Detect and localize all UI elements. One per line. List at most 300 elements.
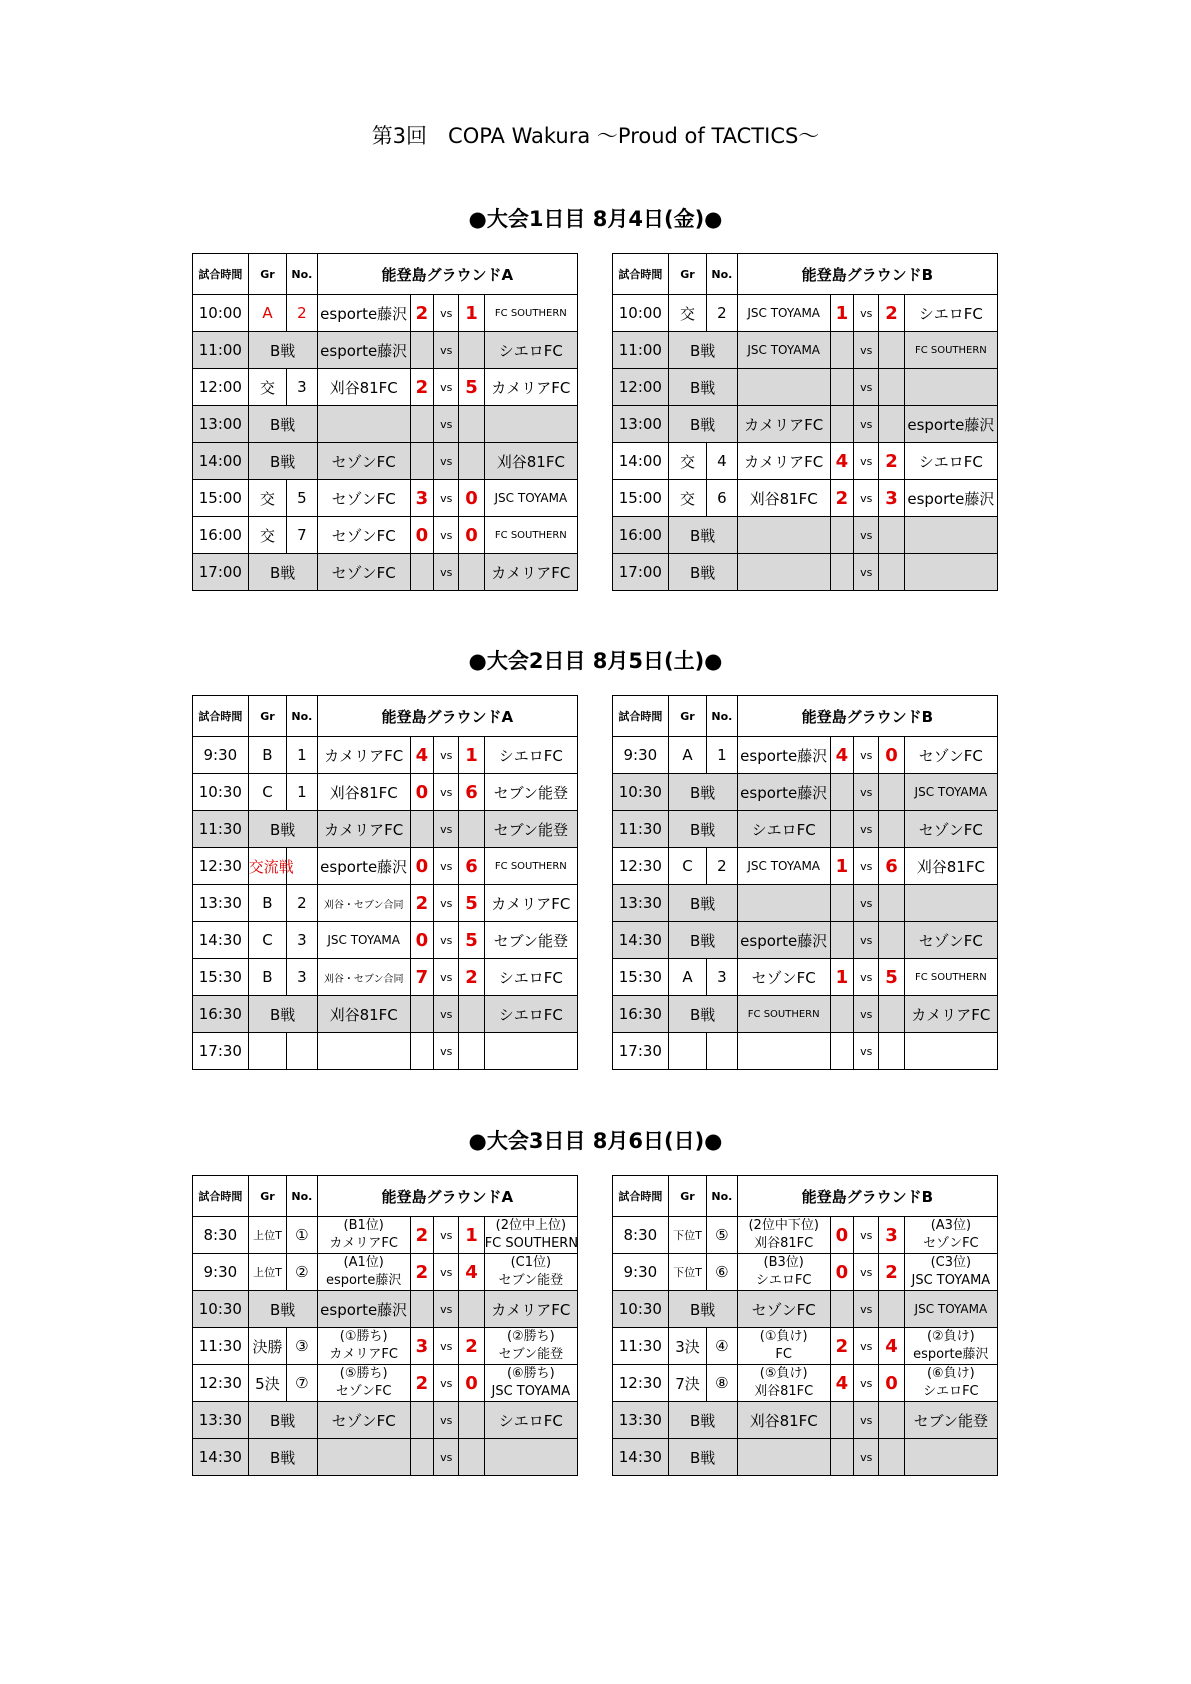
match-row <box>193 480 578 517</box>
vs-label: vs <box>854 1291 879 1328</box>
match-row <box>613 517 998 554</box>
away-score <box>459 1439 484 1476</box>
match-row <box>193 517 578 554</box>
away-team <box>904 1328 997 1365</box>
home-team: セゾンFC <box>317 517 410 554</box>
match-row <box>193 811 578 848</box>
vs-label: vs <box>854 480 879 517</box>
away-team: FC SOUTHERN <box>904 959 997 996</box>
away-team: シエロFC <box>484 996 577 1033</box>
match-group: B <box>248 885 286 922</box>
home-score: 0 <box>410 922 433 959</box>
header-gr: Gr <box>248 1176 286 1217</box>
match-time: 13:30 <box>193 1402 249 1439</box>
match-number: 3 <box>287 959 317 996</box>
schedule-table-day3-ground-a <box>192 1175 578 1476</box>
vs-label: vs <box>434 443 459 480</box>
home-team-condition: (A1位) <box>343 1255 384 1270</box>
away-score <box>459 332 484 369</box>
match-row <box>613 885 998 922</box>
ground-name: 能登島グラウンドB <box>737 696 997 737</box>
home-team: JSC TOYAMA <box>737 295 830 332</box>
home-team <box>737 517 830 554</box>
home-score: 1 <box>830 848 853 885</box>
home-team <box>737 1328 830 1365</box>
away-team: FC SOUTHERN <box>484 295 577 332</box>
home-team: セゾンFC <box>737 959 830 996</box>
away-team: JSC TOYAMA <box>904 774 997 811</box>
away-score: 0 <box>879 737 904 774</box>
home-score: 2 <box>410 885 433 922</box>
match-row <box>613 1439 998 1476</box>
away-score: 6 <box>459 774 484 811</box>
away-team <box>484 406 577 443</box>
home-team: 刈谷81FC <box>317 369 410 406</box>
vs-label: vs <box>854 737 879 774</box>
header-time: 試合時間 <box>613 1176 669 1217</box>
away-score <box>879 885 904 922</box>
match-number: 5 <box>287 480 317 517</box>
match-group: B戦 <box>668 774 737 811</box>
header-gr: Gr <box>248 254 286 295</box>
away-score <box>879 332 904 369</box>
match-group: 上位T <box>248 1217 286 1254</box>
match-group: B戦 <box>668 554 737 591</box>
home-score: 0 <box>410 848 433 885</box>
day-3-title: ●大会3日目 8月6日(日)● <box>468 1129 723 1153</box>
away-team: 刈谷81FC <box>904 848 997 885</box>
match-time: 13:30 <box>613 1402 669 1439</box>
match-number: 3 <box>287 369 317 406</box>
match-time: 9:30 <box>193 737 249 774</box>
match-number: ③ <box>287 1328 317 1365</box>
vs-label: vs <box>854 811 879 848</box>
match-row <box>613 1033 998 1070</box>
match-number: 7 <box>287 517 317 554</box>
vs-label: vs <box>434 1033 459 1070</box>
away-team-condition: (⑥負け) <box>926 1366 975 1381</box>
match-row <box>193 1291 578 1328</box>
home-team-name: セゾンFC <box>335 1384 392 1399</box>
match-group: C <box>668 848 706 885</box>
match-row <box>613 1254 998 1291</box>
away-team <box>904 1439 997 1476</box>
home-team <box>737 1033 830 1070</box>
home-score: 0 <box>830 1254 853 1291</box>
away-team: JSC TOYAMA <box>904 1291 997 1328</box>
away-score <box>879 406 904 443</box>
match-time: 14:30 <box>193 922 249 959</box>
away-team: シエロFC <box>904 295 997 332</box>
away-team: カメリアFC <box>904 996 997 1033</box>
home-team <box>317 1365 410 1402</box>
header-gr: Gr <box>668 696 706 737</box>
away-score <box>879 996 904 1033</box>
match-row <box>193 737 578 774</box>
match-row <box>613 1365 998 1402</box>
away-score: 4 <box>879 1328 904 1365</box>
away-team: シエロFC <box>484 737 577 774</box>
home-team-name: 刈谷81FC <box>754 1236 814 1251</box>
match-time: 9:30 <box>613 1254 669 1291</box>
away-score: 1 <box>459 1217 484 1254</box>
away-team: セブン能登 <box>484 922 577 959</box>
away-score: 3 <box>879 480 904 517</box>
home-score <box>830 811 853 848</box>
away-score: 3 <box>879 1217 904 1254</box>
vs-label: vs <box>434 996 459 1033</box>
home-score <box>410 1033 433 1070</box>
match-group: B戦 <box>248 996 317 1033</box>
match-group: B戦 <box>668 332 737 369</box>
home-score <box>830 1439 853 1476</box>
away-score <box>459 996 484 1033</box>
home-team <box>317 406 410 443</box>
away-team: esporte藤沢 <box>904 480 997 517</box>
vs-label: vs <box>434 1365 459 1402</box>
away-score <box>459 1402 484 1439</box>
home-team: JSC TOYAMA <box>737 332 830 369</box>
header-no: No. <box>707 1176 737 1217</box>
away-team: セブン能登 <box>904 1402 997 1439</box>
away-score <box>459 811 484 848</box>
home-score <box>410 1291 433 1328</box>
home-score: 0 <box>410 774 433 811</box>
match-group: B戦 <box>668 922 737 959</box>
home-score: 2 <box>410 295 433 332</box>
match-time: 9:30 <box>613 737 669 774</box>
away-team-name: esporte藤沢 <box>913 1347 989 1362</box>
vs-label: vs <box>434 737 459 774</box>
vs-label: vs <box>434 1328 459 1365</box>
match-group: C <box>248 774 286 811</box>
vs-label: vs <box>434 517 459 554</box>
away-team: カメリアFC <box>484 554 577 591</box>
match-row <box>613 737 998 774</box>
match-row <box>613 1328 998 1365</box>
vs-label: vs <box>854 1402 879 1439</box>
match-time: 14:30 <box>193 1439 249 1476</box>
home-team: カメリアFC <box>317 737 410 774</box>
away-team: FC SOUTHERN <box>484 848 577 885</box>
home-team-condition: (⑤勝ち) <box>339 1366 388 1381</box>
match-group: B戦 <box>248 443 317 480</box>
away-score: 4 <box>459 1254 484 1291</box>
ground-name: 能登島グラウンドB <box>737 1176 997 1217</box>
home-team <box>737 1439 830 1476</box>
vs-label: vs <box>854 406 879 443</box>
home-team <box>317 1328 410 1365</box>
match-number: 3 <box>707 959 737 996</box>
away-team-condition: (②勝ち) <box>506 1329 555 1344</box>
vs-label: vs <box>854 959 879 996</box>
header-row <box>193 1176 578 1217</box>
match-row <box>193 922 578 959</box>
schedule-table-day1-ground-b <box>612 253 998 591</box>
home-team-name: シエロFC <box>755 1273 812 1288</box>
match-row <box>613 1402 998 1439</box>
vs-label: vs <box>854 1217 879 1254</box>
home-team: 刈谷81FC <box>737 480 830 517</box>
match-time: 12:00 <box>613 369 669 406</box>
match-time: 16:30 <box>193 996 249 1033</box>
match-number: ⑦ <box>287 1365 317 1402</box>
home-team: 刈谷81FC <box>317 996 410 1033</box>
match-group: B戦 <box>668 1439 737 1476</box>
home-team <box>737 1254 830 1291</box>
away-team: FC SOUTHERN <box>904 332 997 369</box>
home-team: esporte藤沢 <box>317 295 410 332</box>
header-no: No. <box>287 1176 317 1217</box>
away-team <box>904 1033 997 1070</box>
match-group: A <box>668 737 706 774</box>
vs-label: vs <box>854 922 879 959</box>
away-score: 1 <box>459 737 484 774</box>
home-team: esporte藤沢 <box>737 737 830 774</box>
away-team <box>484 1328 577 1365</box>
match-group: 交 <box>668 443 706 480</box>
header-gr: Gr <box>668 1176 706 1217</box>
vs-label: vs <box>854 1254 879 1291</box>
match-time: 16:30 <box>613 996 669 1033</box>
match-group <box>248 1033 286 1070</box>
home-score <box>410 996 433 1033</box>
page-title: 第3回 COPA Wakura ～Proud of TACTICS～ <box>371 124 820 148</box>
vs-label: vs <box>854 996 879 1033</box>
match-time: 14:30 <box>613 922 669 959</box>
header-time: 試合時間 <box>193 696 249 737</box>
home-score <box>410 811 433 848</box>
header-row <box>193 254 578 295</box>
vs-label: vs <box>854 848 879 885</box>
away-score <box>879 774 904 811</box>
vs-label: vs <box>434 406 459 443</box>
match-row <box>193 295 578 332</box>
header-time: 試合時間 <box>613 696 669 737</box>
vs-label: vs <box>434 922 459 959</box>
match-time: 11:30 <box>193 1328 249 1365</box>
away-score: 6 <box>879 848 904 885</box>
home-team <box>737 1365 830 1402</box>
home-score <box>830 554 853 591</box>
home-team-name: カメリアFC <box>329 1236 398 1251</box>
home-team: セゾンFC <box>317 554 410 591</box>
match-group: B戦 <box>248 332 317 369</box>
away-score: 5 <box>879 959 904 996</box>
match-time: 12:30 <box>613 848 669 885</box>
match-time: 12:30 <box>613 1365 669 1402</box>
match-row <box>613 959 998 996</box>
match-time: 10:30 <box>193 1291 249 1328</box>
match-group: A <box>248 295 286 332</box>
vs-label: vs <box>854 554 879 591</box>
away-score <box>459 554 484 591</box>
away-team-condition: (②負け) <box>926 1329 975 1344</box>
home-team-name: カメリアFC <box>329 1347 398 1362</box>
away-score: 2 <box>879 443 904 480</box>
home-team: esporte藤沢 <box>737 774 830 811</box>
away-team <box>484 1217 577 1254</box>
match-row <box>193 848 578 885</box>
match-number: 2 <box>287 885 317 922</box>
away-team <box>904 1365 997 1402</box>
match-time: 17:00 <box>193 554 249 591</box>
match-group: B <box>248 737 286 774</box>
match-time: 11:30 <box>613 811 669 848</box>
home-team: カメリアFC <box>737 406 830 443</box>
away-team: JSC TOYAMA <box>484 480 577 517</box>
away-score: 2 <box>459 1328 484 1365</box>
vs-label: vs <box>434 332 459 369</box>
away-score <box>459 1291 484 1328</box>
home-score: 2 <box>410 1365 433 1402</box>
header-time: 試合時間 <box>193 1176 249 1217</box>
home-team-condition: (①勝ち) <box>339 1329 388 1344</box>
home-score: 4 <box>410 737 433 774</box>
match-row <box>193 332 578 369</box>
vs-label: vs <box>854 1328 879 1365</box>
match-group: C <box>248 922 286 959</box>
home-score <box>410 443 433 480</box>
match-group: A <box>668 959 706 996</box>
away-score: 2 <box>879 295 904 332</box>
match-group: 下位T <box>668 1217 706 1254</box>
home-team: JSC TOYAMA <box>737 848 830 885</box>
match-row <box>613 922 998 959</box>
home-team <box>737 554 830 591</box>
away-score <box>879 811 904 848</box>
match-group: B戦 <box>668 406 737 443</box>
home-score <box>830 774 853 811</box>
away-score <box>879 554 904 591</box>
match-number: ⑥ <box>707 1254 737 1291</box>
away-team-condition: (C3位) <box>930 1255 972 1270</box>
home-team <box>317 1254 410 1291</box>
away-score <box>879 1291 904 1328</box>
match-number: 6 <box>707 480 737 517</box>
away-team-name: FC SOUTHERN <box>484 1236 579 1251</box>
home-team-condition: (⑤負け) <box>759 1366 808 1381</box>
header-row <box>613 254 998 295</box>
match-group: B戦 <box>248 1402 317 1439</box>
ground-name: 能登島グラウンドA <box>317 696 577 737</box>
home-score: 3 <box>410 480 433 517</box>
ground-name: 能登島グラウンドA <box>317 1176 577 1217</box>
match-group: B戦 <box>248 406 317 443</box>
match-group: B戦 <box>668 517 737 554</box>
match-time: 11:30 <box>193 811 249 848</box>
away-team-name: セゾンFC <box>923 1236 979 1251</box>
match-row <box>613 406 998 443</box>
home-team: セゾンFC <box>317 480 410 517</box>
home-team-condition: (①負け) <box>759 1329 808 1344</box>
header-row <box>613 696 998 737</box>
home-score: 4 <box>830 1365 853 1402</box>
header-no: No. <box>287 254 317 295</box>
match-group: B戦 <box>668 369 737 406</box>
home-team: 刈谷81FC <box>317 774 410 811</box>
home-team-condition: (2位中下位) <box>748 1218 819 1233</box>
match-group: B戦 <box>668 811 737 848</box>
home-score: 0 <box>830 1217 853 1254</box>
vs-label: vs <box>434 959 459 996</box>
match-row <box>193 1033 578 1070</box>
match-time: 15:30 <box>193 959 249 996</box>
match-group: 5決 <box>248 1365 286 1402</box>
vs-label: vs <box>854 517 879 554</box>
match-time: 8:30 <box>193 1217 249 1254</box>
match-row <box>613 1291 998 1328</box>
match-number: 2 <box>707 848 737 885</box>
match-number: 2 <box>287 295 317 332</box>
away-team: カメリアFC <box>484 1291 577 1328</box>
match-time: 15:30 <box>613 959 669 996</box>
match-row <box>193 554 578 591</box>
match-group: 7決 <box>668 1365 706 1402</box>
home-score: 2 <box>830 1328 853 1365</box>
match-time: 17:30 <box>613 1033 669 1070</box>
away-team-name: JSC TOYAMA <box>911 1273 991 1288</box>
match-number: 3 <box>287 922 317 959</box>
match-row <box>613 443 998 480</box>
away-team: シエロFC <box>904 443 997 480</box>
vs-label: vs <box>434 1402 459 1439</box>
away-team <box>484 1439 577 1476</box>
away-score <box>879 922 904 959</box>
match-row <box>613 996 998 1033</box>
home-team: セゾンFC <box>317 1402 410 1439</box>
home-score: 1 <box>830 295 853 332</box>
match-row <box>613 774 998 811</box>
match-row <box>193 1328 578 1365</box>
match-group <box>668 1033 706 1070</box>
match-number: ⑤ <box>707 1217 737 1254</box>
home-score <box>410 554 433 591</box>
match-group: B戦 <box>248 1439 317 1476</box>
away-team-condition: (C1位) <box>510 1255 552 1270</box>
header-no: No. <box>707 696 737 737</box>
home-score <box>410 332 433 369</box>
away-team-name: セブン能登 <box>498 1347 564 1362</box>
match-time: 13:00 <box>193 406 249 443</box>
match-time: 17:00 <box>613 554 669 591</box>
away-team: シエロFC <box>484 332 577 369</box>
away-team <box>904 369 997 406</box>
home-team <box>317 1439 410 1476</box>
match-row <box>193 1365 578 1402</box>
home-score: 1 <box>830 959 853 996</box>
away-team <box>484 1254 577 1291</box>
vs-label: vs <box>434 480 459 517</box>
home-score: 0 <box>410 517 433 554</box>
vs-label: vs <box>434 1291 459 1328</box>
match-group: B戦 <box>248 811 317 848</box>
home-team <box>317 1217 410 1254</box>
match-group: B戦 <box>668 996 737 1033</box>
match-number: ④ <box>707 1328 737 1365</box>
schedule-table-day3-ground-b <box>612 1175 998 1476</box>
home-score: 4 <box>830 737 853 774</box>
home-team-condition: (B3位) <box>763 1255 804 1270</box>
match-time: 13:30 <box>193 885 249 922</box>
match-time: 14:00 <box>613 443 669 480</box>
away-team <box>904 1217 997 1254</box>
away-team: カメリアFC <box>484 885 577 922</box>
away-team <box>484 1033 577 1070</box>
match-group: 交 <box>248 369 286 406</box>
away-score: 0 <box>459 480 484 517</box>
match-row <box>613 332 998 369</box>
